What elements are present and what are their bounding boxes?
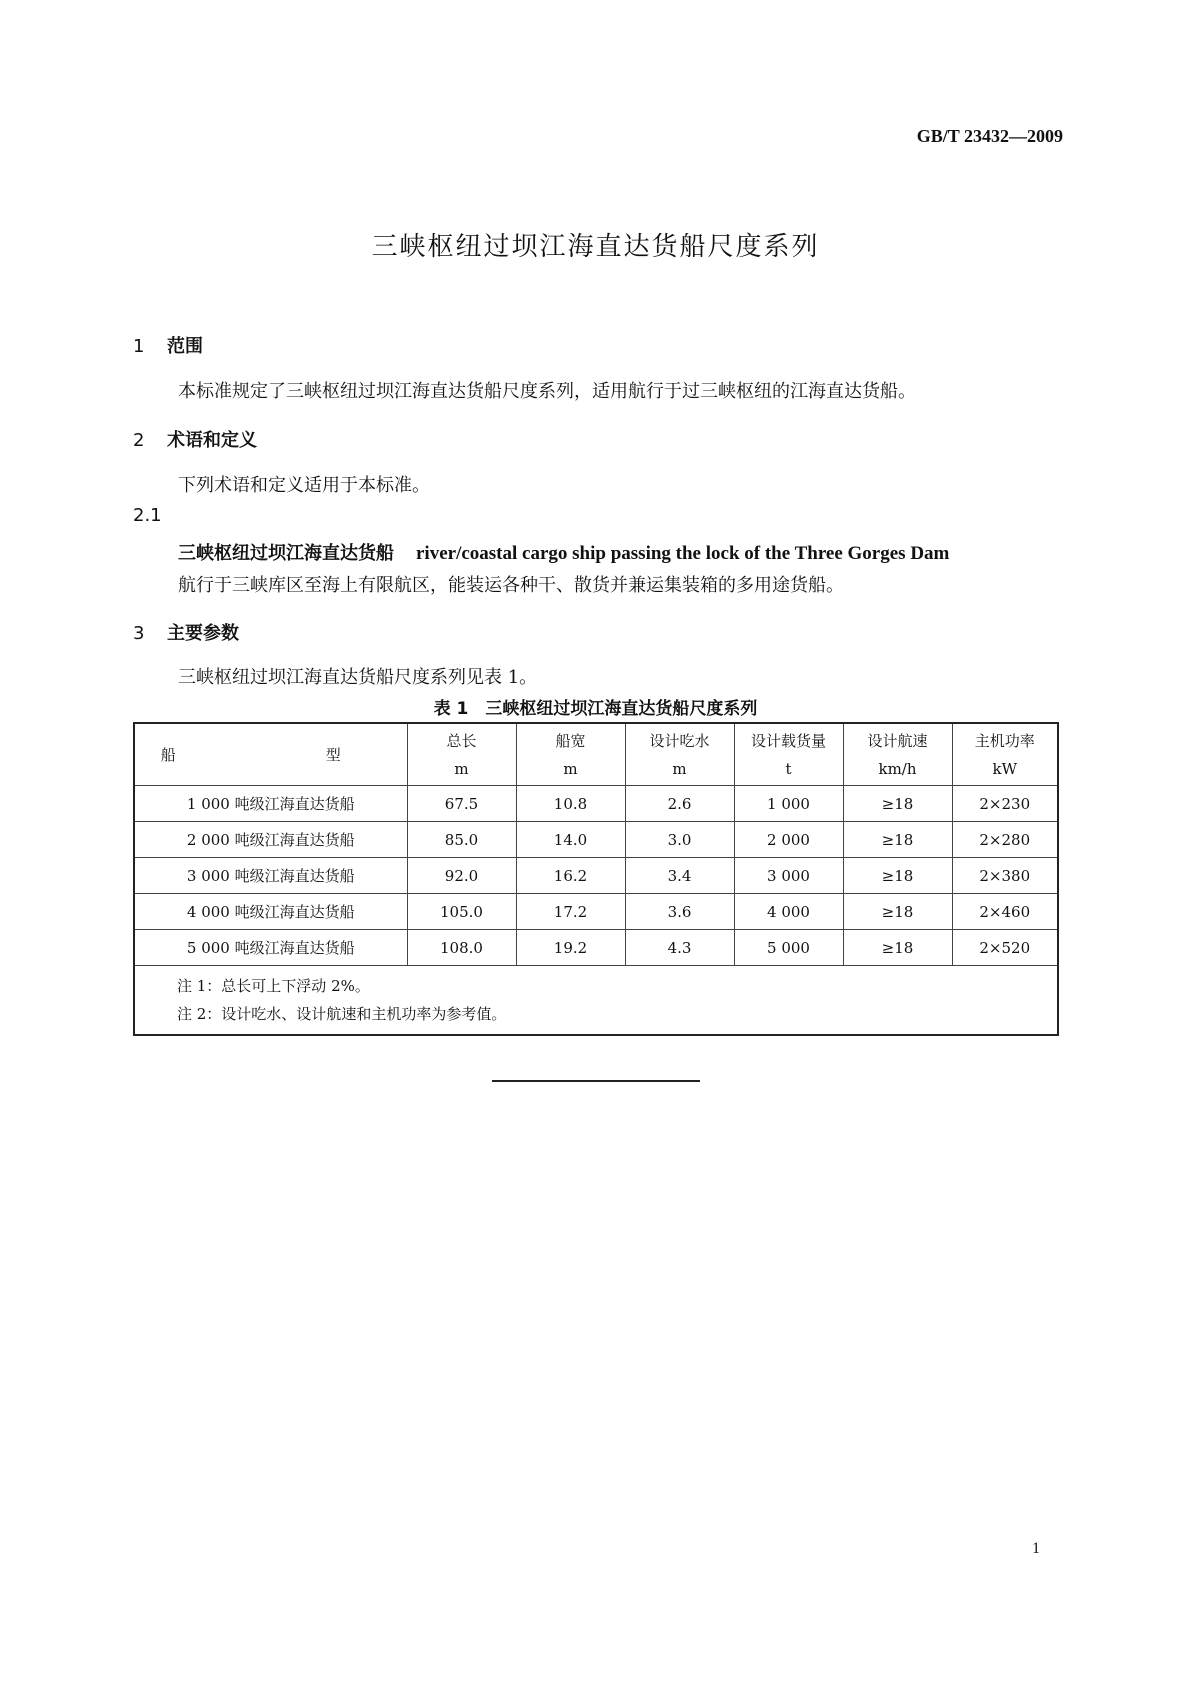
table-cell: 14.0 bbox=[516, 822, 625, 858]
table-note: 注 2：设计吃水、设计航速和主机功率为参考值。 bbox=[177, 1005, 507, 1023]
table-cell: 5 000 bbox=[734, 930, 843, 966]
term-english: river/coastal cargo ship passing the lock of the Three Gorges Dam bbox=[416, 543, 950, 564]
table-cell: 5 000 吨级江海直达货船 bbox=[134, 930, 407, 966]
table-cell: 16.2 bbox=[516, 858, 625, 894]
table-row bbox=[134, 930, 1058, 966]
table-cell: 10.8 bbox=[516, 786, 625, 822]
header-cell: 总长 m bbox=[407, 723, 516, 786]
header-cell: 船宽 m bbox=[516, 723, 625, 786]
table-cell: ≥18 bbox=[843, 786, 952, 822]
table-cell: 19.2 bbox=[516, 930, 625, 966]
table-cell: 92.0 bbox=[407, 858, 516, 894]
section-3-text: 三峡枢纽过坝江海直达货船尺度系列见表 1。 bbox=[178, 667, 538, 688]
clause-number: 2.1 bbox=[133, 505, 162, 526]
table-cell: 3.6 bbox=[625, 894, 734, 930]
section-number: 3 bbox=[133, 623, 145, 644]
table-cell: 85.0 bbox=[407, 822, 516, 858]
table-cell: ≥18 bbox=[843, 822, 952, 858]
section-3-heading bbox=[133, 619, 239, 645]
header-cell: 船 型 bbox=[134, 723, 407, 786]
table-cell: 3 000 bbox=[734, 858, 843, 894]
table-cell: 17.2 bbox=[516, 894, 625, 930]
table-cell: 3 000 吨级江海直达货船 bbox=[134, 858, 407, 894]
table-cell: 1 000 bbox=[734, 786, 843, 822]
table-header-row bbox=[134, 723, 1058, 786]
term-chinese: 三峡枢纽过坝江海直达货船 bbox=[178, 543, 394, 564]
table-cell: ≥18 bbox=[843, 930, 952, 966]
table-cell: 1 000 吨级江海直达货船 bbox=[134, 786, 407, 822]
section-2-heading bbox=[133, 426, 257, 452]
table-row bbox=[134, 858, 1058, 894]
table-cell: 2 000 bbox=[734, 822, 843, 858]
section-2-text: 下列术语和定义适用于本标准。 bbox=[178, 475, 430, 496]
section-title: 主要参数 bbox=[167, 623, 239, 644]
table-cell: 3.0 bbox=[625, 822, 734, 858]
table-note: 注 1：总长可上下浮动 2%。 bbox=[177, 977, 370, 995]
section-number: 1 bbox=[133, 336, 145, 357]
header-cell: 主机功率 kW bbox=[952, 723, 1058, 786]
page-number: 1 bbox=[1032, 1540, 1040, 1557]
table-cell: 2.6 bbox=[625, 786, 734, 822]
table-cell: 4.3 bbox=[625, 930, 734, 966]
table-cell: ≥18 bbox=[843, 858, 952, 894]
document-title: 三峡枢纽过坝江海直达货船尺度系列 bbox=[371, 232, 820, 262]
table-cell: ≥18 bbox=[843, 894, 952, 930]
table-notes bbox=[134, 966, 1058, 1036]
table-notes-row bbox=[134, 966, 1058, 1036]
term-definition: 航行于三峡库区至海上有限航区，能装运各种干、散货并兼运集装箱的多用途货船。 bbox=[178, 575, 844, 596]
table-row bbox=[134, 786, 1058, 822]
table-cell: 67.5 bbox=[407, 786, 516, 822]
table-cell: 2×460 bbox=[952, 894, 1058, 930]
table-cell: 108.0 bbox=[407, 930, 516, 966]
header-cell: 设计吃水 m bbox=[625, 723, 734, 786]
section-1-text: 本标准规定了三峡枢纽过坝江海直达货船尺度系列，适用航行于过三峡枢纽的江海直达货船。 bbox=[178, 381, 916, 402]
header-cell: 设计航速 km/h bbox=[843, 723, 952, 786]
ship-dimension-table bbox=[133, 722, 1059, 1036]
table-cell: 2×380 bbox=[952, 858, 1058, 894]
term-entry bbox=[178, 539, 949, 565]
section-title: 范围 bbox=[167, 336, 203, 357]
table-cell: 4 000 吨级江海直达货船 bbox=[134, 894, 407, 930]
table-cell: 2×230 bbox=[952, 786, 1058, 822]
table-cell: 2×280 bbox=[952, 822, 1058, 858]
standard-code: GB/T 23432—2009 bbox=[916, 126, 1063, 146]
table-cell: 4 000 bbox=[734, 894, 843, 930]
table-cell: 2 000 吨级江海直达货船 bbox=[134, 822, 407, 858]
table-row bbox=[134, 822, 1058, 858]
table-row bbox=[134, 894, 1058, 930]
header-cell: 设计载货量 t bbox=[734, 723, 843, 786]
end-rule bbox=[492, 1080, 700, 1082]
section-number: 2 bbox=[133, 430, 145, 451]
table-cell: 105.0 bbox=[407, 894, 516, 930]
table-cell: 2×520 bbox=[952, 930, 1058, 966]
table-caption: 表 1 三峡枢纽过坝江海直达货船尺度系列 bbox=[433, 699, 758, 719]
section-title: 术语和定义 bbox=[167, 430, 257, 451]
table-cell: 3.4 bbox=[625, 858, 734, 894]
section-1-heading bbox=[133, 332, 203, 358]
